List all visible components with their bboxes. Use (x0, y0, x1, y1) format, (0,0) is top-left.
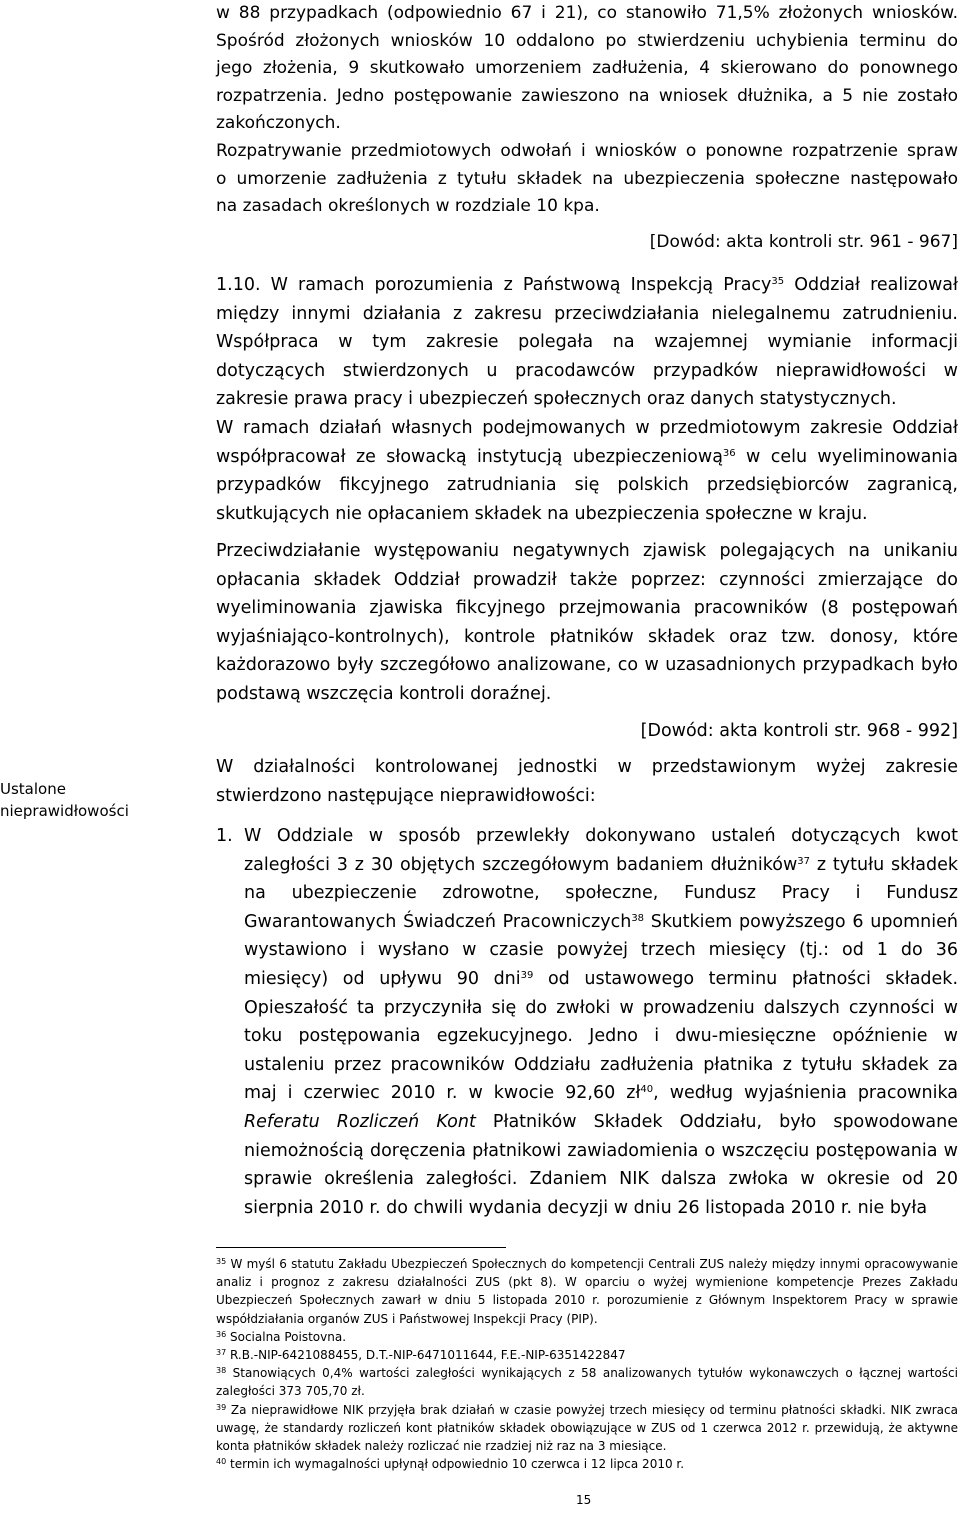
text-line: na zasadach określonych w rozdziale 10 kpa. (216, 196, 600, 217)
list-item (216, 822, 958, 1222)
item-number: 1. (216, 826, 233, 846)
footnote-text: Za nieprawidłowe NIK przyjęła brak działań w czasie powyżej trzech miesięcy od terminu płatności składki. NIK zwraca uwagę, że standardy rozliczeń kont płatników składek obowiązujące w ZUS od 1 czerwca 2012 r. przewidują, że aktywne konta płatników składek należy rozliczać nie rzadziej niż raz na 3 miesiące. (216, 1402, 958, 1454)
text-line: o umorzenie zadłużenia z tytułu składek na ubezpieczenia społeczne następowało (216, 168, 958, 189)
text-block: W działalności kontrolowanej jednostki w przedstawionym wyżej zakresie stwierdzono następujące nieprawidłowości: (216, 757, 958, 806)
text-span: W Oddziale w sposób przewlekły dokonywano ustaleń dotyczących kwot zaległości 3 z 30 objętych szczegółowym badaniem dłużników (244, 826, 958, 875)
text-block (216, 271, 958, 414)
text-line: Spośród złożonych wniosków 10 oddalono po stwierdzeniu uchybienia terminu do (216, 30, 958, 51)
footnote-ref[interactable]: 37 (797, 855, 811, 867)
paragraph-pip-cooperation (216, 271, 958, 528)
footnote-text: termin ich wymagalności upłynął odpowiednio 10 czerwca i 12 lipca 2010 r. (226, 1457, 685, 1472)
footnote-ref[interactable]: 40 (640, 1084, 654, 1096)
text-line: Rozpatrywanie przedmiotowych odwołań i wniosków o ponowne rozpatrzenie spraw (216, 140, 958, 161)
footnote (216, 1455, 958, 1473)
text-span: od ustawowego terminu płatności składek. Opieszałość ta przyczyniła się do zwłoki w prowadzeniu dalszych czynności w toku postępowania egzekucyjnego. Jedno i dwu-miesięczne opóźnienie w ustaleniu przez pracowników Oddziału zadłużenia płatnika z tytułu składek za maj i czerwiec 2010 r. w kwocie 92,60 zł (244, 968, 959, 1104)
paragraph-petitions (216, 0, 958, 256)
margin-note (0, 778, 170, 822)
text-line: jego złożenia, 9 skutkowało umorzeniem zadłużenia, 4 skierowano do ponownego (216, 58, 958, 79)
margin-note-line: nieprawidłowości (0, 802, 129, 820)
footnote (216, 1328, 958, 1346)
footnote (216, 1401, 958, 1456)
text-span: Oddział realizował między innymi działania z zakresu przeciwdziałania nielegalnemu zatrudnieniu. Współpraca w tym zakresie polegała na wzajemnej wymianie informacji dotyczących stwierdzonych u pracodawców przypadków nieprawidłowości w zakresie prawa pracy i ubezpieczeń społecznych oraz danych statystycznych. (216, 275, 958, 410)
text-span: 1.10. W ramach porozumienia z Państwową Inspekcją Pracy (216, 275, 772, 295)
paragraph-irregularities-intro (216, 753, 958, 810)
text-span: Płatników Składek Oddziału, było spowodowane niemożnością doręczenia płatnikowi zawiadomienia o wszczęciu postępowania w sprawie określenia zaległości. Zdaniem NIK dalsza zwłoka w okresie od 20 sierpnia 2010 r. do chwili wydania decyzji w dniu 26 listopada 2010 r. nie była (244, 1111, 958, 1218)
footnote-text: Socialna Poistovna. (226, 1329, 347, 1344)
footnote (216, 1364, 958, 1400)
text-span: W ramach działań własnych podejmowanych w przedmiotowym zakresie Oddział współpracował ze słowacką instytucją ubezpieczeniową (216, 417, 958, 467)
text-line: w 88 przypadkach (odpowiednio 67 i 21), co stanowiło 71,5% złożonych wniosków. (216, 3, 958, 23)
text-line: rozpatrzenia. Jedno postępowanie zawieszono na wniosek dłużnika, a 5 nie zostało (216, 85, 958, 106)
page-number: 15 (576, 1493, 592, 1507)
text-span: z tytułu składek na ubezpieczenie zdrowotne, społeczne, Fundusz Pracy i Fundusz Gwarantowanych Świadczeń Pracowniczych (244, 854, 958, 932)
footnote-number: 40 (216, 1457, 227, 1467)
footnote-text: Stanowiących 0,4% wartości zaległości wynikających z 58 analizowanych tytułów wykonawczych o łącznej wartości zaległości 373 705,70 zł. (216, 1366, 958, 1399)
footnote-number: 38 (216, 1366, 227, 1376)
footnote-number: 37 (216, 1348, 227, 1358)
footnote (216, 1255, 958, 1328)
text-block: Przeciwdziałanie występowaniu negatywnych zjawisk polegających na unikaniu opłacania składek Oddział prowadził także poprzez: czynności zmierzające do wyeliminowania zjawiska fikcyjnego przejmowania pracowników (8 postępowań wyjaśniająco-kontrolnych), kontrole płatników składek oraz tzw. donosy, które każdorazowo były szczegółowo analizowane, co w uzasadnionych przypadkach było podstawą wszczęcia kontroli doraźnej. (216, 541, 958, 704)
text-span: Skutkiem powyższego 6 upomnień wystawiono i wysłano w czasie powyżej trzech miesięcy (tj.: od 1 do 36 miesięcy) od upływu 90 dni (244, 911, 958, 989)
text-line: zakończonych. (216, 113, 341, 134)
paragraph-counteraction (216, 537, 958, 745)
margin-note-line: Ustalone (0, 780, 66, 798)
footnote-ref[interactable]: 39 (520, 969, 534, 981)
text-span: w celu wyeliminowania przypadków fikcyjnego zatrudniania się polskich przedsiębiorców zagranicą, skutkujących nie opłacaniem składek na ubezpieczenia społeczne w kraju. (216, 446, 958, 524)
text-span-italic: Referatu Rozliczeń Kont (244, 1111, 476, 1132)
footnote-number: 35 (216, 1257, 227, 1266)
footnote-number: 36 (216, 1329, 227, 1339)
text-block (216, 414, 958, 528)
evidence-reference: [Dowód: akta kontroli str. 961 - 967] (649, 231, 958, 252)
footnote-text: W myśl 6 statutu Zakładu Ubezpieczeń Społecznych do kompetencji Centrali ZUS należy między innymi opracowywanie analiz i prognoz z zakresu działalności ZUS (pkt 8). W oparciu o wyżej wymienione kompetencje Prezes Zakładu Ubezpieczeń Społecznych zawarł w dniu 5 listopada 2010 r. porozumienie z Głównym Inspektorem Pracy w sprawie współdziałania organów ZUS i Państwowej Inspekcji Pracy (PIP). (216, 1257, 958, 1326)
evidence-reference: [Dowód: akta kontroli str. 968 - 992] (640, 720, 958, 741)
footnote-ref[interactable]: 38 (631, 912, 645, 924)
footnote-ref[interactable]: 36 (722, 447, 736, 459)
text-span: , według wyjaśnienia pracownika (653, 1083, 958, 1104)
footnote-divider (216, 1247, 506, 1248)
footnote-ref[interactable]: 35 (771, 276, 785, 287)
footnotes (216, 1255, 958, 1473)
footnote-number: 39 (216, 1402, 227, 1412)
footnote-text: R.B.-NIP-6421088455, D.T.-NIP-6471011644, F.E.-NIP-6351422847 (226, 1348, 626, 1363)
irregularity-item (216, 822, 958, 1222)
footnote (216, 1346, 958, 1364)
